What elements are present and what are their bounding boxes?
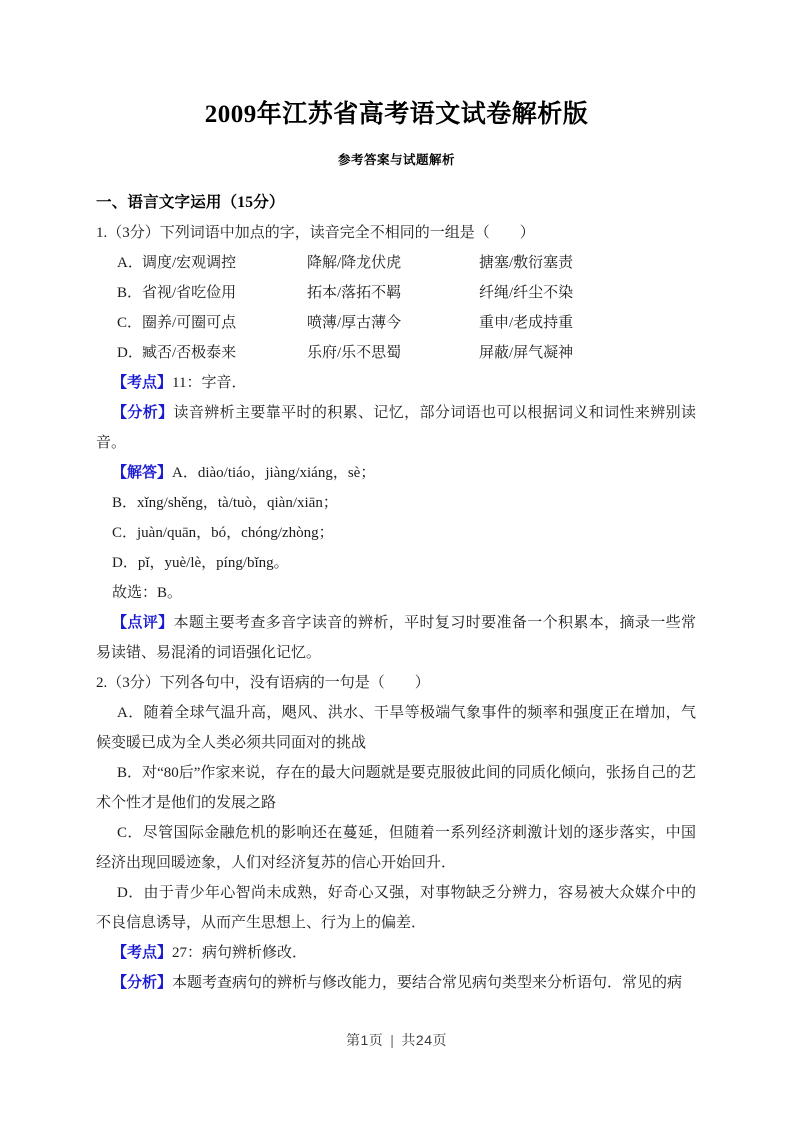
question-2-option-a[interactable] xyxy=(96,698,696,758)
option-label: B． xyxy=(117,285,143,301)
footer-current-page: 第1页 xyxy=(345,1032,384,1048)
fenxi-text: 本题考查病句的辨析与修改能力，要结合常见病句类型来分析语句．常见的病 xyxy=(172,975,683,991)
fenxi-tag: 【分析】 xyxy=(112,975,173,991)
question-1-option-c[interactable] xyxy=(96,308,696,338)
question-2-option-d[interactable] xyxy=(96,878,696,938)
page-title: 2009年江苏省高考语文试卷解析版 xyxy=(204,101,589,128)
option-label: A． xyxy=(117,255,143,271)
question-1-jieda-d: D．pǐ，yuè/lè，píng/bǐng。 xyxy=(112,555,289,571)
question-1-conclusion: 故选：B。 xyxy=(112,585,183,601)
option-text: 随着全球气温升高，飓风、洪水、干旱等极端气象事件的频率和强度正在增加，气候变暖已成为全人类必须共同面对的挑战 xyxy=(96,705,696,751)
question-2-option-b[interactable] xyxy=(96,758,696,818)
fenxi-text: 读音辨析主要靠平时的积累、记忆，部分词语也可以根据词义和词性来辨别读音。 xyxy=(96,405,696,451)
question-1-dianping xyxy=(96,608,696,668)
kaodian-text: 27：病句辨析修改． xyxy=(172,945,308,961)
option-label: B． xyxy=(117,765,143,781)
question-1-fenxi xyxy=(96,398,696,458)
question-2-kaodian xyxy=(96,938,696,968)
kaodian-tag: 【考点】 xyxy=(112,945,173,961)
option-col-1: 省视/省吃俭用 xyxy=(142,285,237,301)
option-col-1: 臧否/否极泰来 xyxy=(142,345,237,361)
option-label: D． xyxy=(117,345,143,361)
option-label: C． xyxy=(117,825,143,841)
page-footer xyxy=(0,1030,793,1050)
option-text: 对“80后”作家来说，存在的最大问题就是要克服彼此间的同质化倾向，张扬自己的艺术个性才是他们的发展之路 xyxy=(96,765,696,811)
option-label: C． xyxy=(117,315,143,331)
jieda-text: A．diào/tiáo，jiàng/xiáng，sè； xyxy=(172,465,376,481)
option-col-3: 重申/老成持重 xyxy=(479,315,574,331)
dianping-text: 本题主要考查多音字读音的辨析，平时复习时要准备一个积累本，摘录一些常易读错、易混淆的词语强化记忆。 xyxy=(96,615,696,661)
body-frame xyxy=(0,188,793,998)
question-1-option-d[interactable] xyxy=(96,338,696,368)
question-1-kaodian xyxy=(96,368,696,398)
option-col-2: 降解/降龙伏虎 xyxy=(307,255,402,271)
kaodian-tag: 【考点】 xyxy=(112,375,173,391)
option-col-1: 调度/宏观调控 xyxy=(142,255,237,271)
footer-total-pages: 共24页 xyxy=(401,1032,447,1048)
question-1-option-a[interactable] xyxy=(96,248,696,278)
option-col-2: 喷薄/厚古薄今 xyxy=(307,315,402,331)
kaodian-text: 11：字音． xyxy=(172,375,247,391)
option-col-2: 拓本/落拓不羁 xyxy=(307,285,402,301)
option-col-2: 乐府/乐不思蜀 xyxy=(307,345,402,361)
question-1-stem: 1.（3分）下列词语中加点的字，读音完全不相同的一组是（ ） xyxy=(96,225,535,241)
footer-separator: | xyxy=(390,1032,395,1048)
option-text: 由于青少年心智尚未成熟，好奇心又强，对事物缺乏分辨力，容易被大众媒介中的不良信息诱导，从而产生思想上、行为上的偏差． xyxy=(96,885,696,931)
option-label: A． xyxy=(117,705,144,721)
question-2-fenxi xyxy=(96,968,696,998)
option-col-1: 圈养/可圈可点 xyxy=(142,315,237,331)
jieda-tag: 【解答】 xyxy=(112,465,173,481)
question-2-option-c[interactable] xyxy=(96,818,696,878)
fenxi-tag: 【分析】 xyxy=(112,405,174,421)
section-heading: 一、语言文字运用（15分） xyxy=(96,194,285,211)
option-label: D． xyxy=(117,885,144,901)
option-text: 尽管国际金融危机的影响还在蔓延，但随着一系列经济刺激计划的逐步落实，中国经济出现回暖迹象，人们对经济复苏的信心开始回升． xyxy=(96,825,696,871)
option-col-3: 纤绳/纤尘不染 xyxy=(479,285,574,301)
question-1-option-b[interactable] xyxy=(96,278,696,308)
page-subtitle: 参考答案与试题解析 xyxy=(337,153,455,167)
question-1-jieda xyxy=(96,458,696,488)
dianping-tag: 【点评】 xyxy=(112,615,174,631)
question-1-jieda-b: B．xǐng/shěng，tà/tuò，qiàn/xiān； xyxy=(112,495,338,511)
option-col-3: 屏蔽/屏气凝神 xyxy=(479,345,574,361)
question-2-stem: 2.（3分）下列各句中，没有语病的一句是（ ） xyxy=(96,675,430,691)
question-1-jieda-c: C．juàn/quān，bó，chóng/zhòng； xyxy=(112,525,334,541)
option-col-3: 搪塞/敷衍塞责 xyxy=(479,255,574,271)
